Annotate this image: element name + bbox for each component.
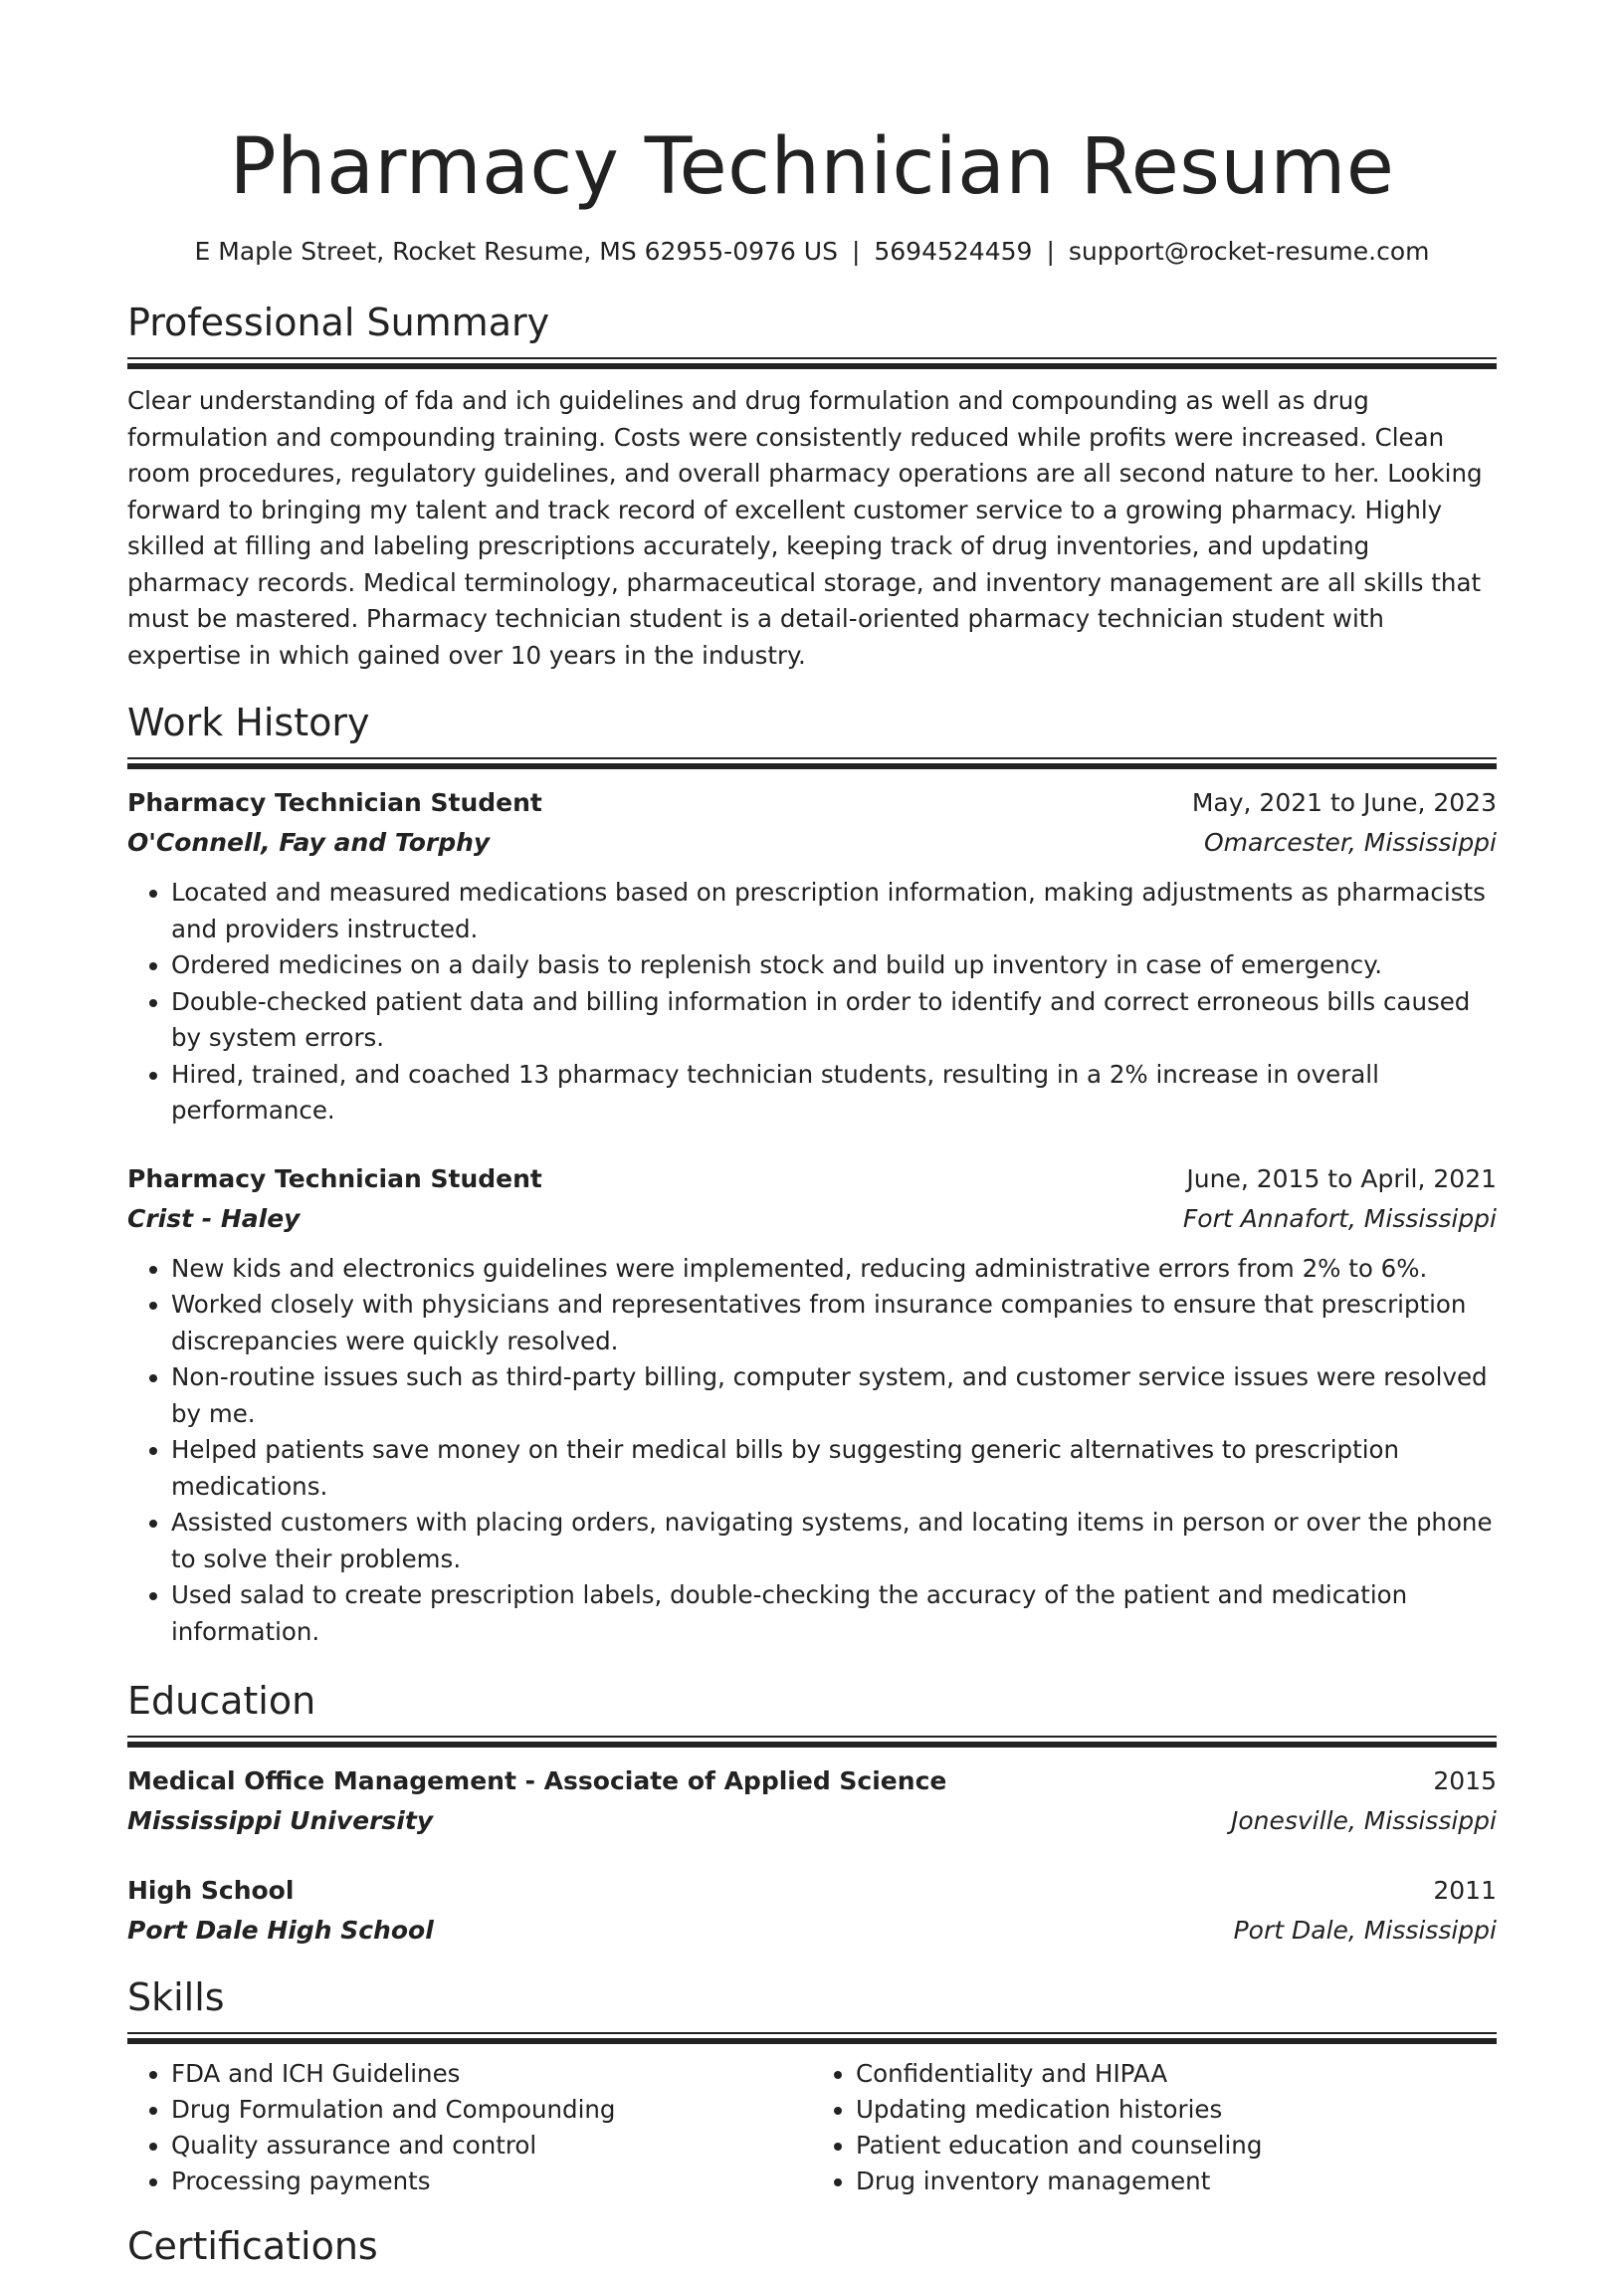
education-entry (127, 1871, 1497, 1951)
job-title: Pharmacy Technician Student (127, 788, 542, 817)
job-title: Pharmacy Technician Student (127, 1163, 542, 1193)
section-divider (127, 357, 1497, 369)
list-item: • Worked closely with physicians and representatives from insurance companies to ensure that prescription discrepancies were quickly resolved. (171, 1287, 1497, 1359)
education-year: 2011 (1433, 1876, 1497, 1905)
education-location: Port Dale, Mississippi (1233, 1916, 1497, 1945)
education-header (127, 1871, 1497, 1911)
section-title-education: Education (127, 1679, 316, 1723)
work-section (127, 698, 1497, 1650)
education-location: Jonesville, Mississippi (1230, 1806, 1497, 1835)
section-divider (127, 757, 1497, 769)
job-company: Crist - Haley (127, 1203, 301, 1233)
section-divider (127, 2032, 1497, 2044)
education-entry (127, 1761, 1497, 1841)
education-degree: Medical Office Management - Associate of Applied Science (127, 1766, 947, 1795)
education-section (127, 1676, 1497, 1951)
list-item: • Non-routine issues such as third-party billing, computer system, and customer service issues were resolved by me. (171, 1359, 1497, 1432)
resume-page (127, 0, 1497, 2271)
job-company: O'Connell, Fay and Torphy (127, 828, 491, 857)
list-item: • Used salad to create prescription labels, double-checking the accuracy of the patient and medication information. (171, 1577, 1497, 1650)
contact-separator: | (851, 237, 861, 266)
list-item: • Ordered medicines on a daily basis to replenish stock and build up inventory in case of emergency. (171, 947, 1497, 984)
summary-section (127, 298, 1497, 674)
list-item: • Updating medication histories (856, 2092, 1497, 2128)
education-school: Mississippi University (127, 1806, 434, 1835)
job-location: Fort Annafort, Mississippi (1182, 1203, 1497, 1233)
section-title-summary: Professional Summary (127, 301, 550, 344)
job-bullets (127, 1251, 1497, 1651)
skills-section (127, 1972, 1497, 2199)
job-dates: May, 2021 to June, 2023 (1191, 788, 1497, 817)
list-item: • Double-checked patient data and billing information in order to identify and correct erroneous bills caused by system errors. (171, 984, 1497, 1057)
certifications-section (127, 2221, 1497, 2271)
list-item: • Assisted customers with placing orders, navigating systems, and locating items in person or over the phone to solve their problems. (171, 1505, 1497, 1577)
education-year: 2015 (1433, 1766, 1497, 1795)
job-header (127, 1159, 1497, 1199)
summary-text: Clear understanding of fda and ich guidelines and drug formulation and compounding as well as drug formulation and compounding training. Costs were consistently reduced while profits were increased. Clean room procedures, regulatory guidelines, and overall pharmacy operations are all second nature to her. Looking forward to bringing my talent and track record of excellent customer service to a growing pharmacy. Highly skilled at filling and labeling prescriptions accurately, keeping track of drug inventories, and updating pharmacy records. Medical terminology, pharmaceutical storage, and inventory management are all skills that must be mastered. Pharmacy technician student is a detail-oriented pharmacy technician student with expertise in which gained over 10 years in the industry. (127, 386, 1483, 670)
job-bullets (127, 875, 1497, 1130)
contact-phone: 5694524459 (874, 237, 1033, 266)
skills-column-left (127, 2056, 812, 2199)
list-item: • Hired, trained, and coached 13 pharmacy technician students, resulting in a 2% increase in overall performance. (171, 1057, 1497, 1130)
education-header (127, 1761, 1497, 1801)
job-entry (127, 783, 1497, 1130)
section-title-certifications: Certifications (127, 2224, 378, 2268)
education-degree: High School (127, 1876, 295, 1905)
section-divider (127, 1736, 1497, 1748)
job-subheader (127, 823, 1497, 863)
list-item: • Quality assurance and control (171, 2128, 812, 2164)
contact-email: support@rocket-resume.com (1068, 237, 1430, 266)
education-subheader (127, 1911, 1497, 1951)
resume-title: Pharmacy Technician Resume (229, 122, 1395, 212)
skills-column-right (812, 2056, 1497, 2199)
job-location: Omarcester, Mississippi (1203, 828, 1497, 857)
list-item: • Processing payments (171, 2164, 812, 2199)
contact-separator: | (1046, 237, 1055, 266)
education-subheader (127, 1801, 1497, 1841)
list-item: • Drug Formulation and Compounding (171, 2092, 812, 2128)
list-item: • FDA and ICH Guidelines (171, 2056, 812, 2092)
section-title-skills: Skills (127, 1975, 225, 2019)
list-item: • Confidentiality and HIPAA (856, 2056, 1497, 2092)
skills-grid (127, 2056, 1497, 2199)
education-school: Port Dale High School (127, 1916, 434, 1945)
job-header (127, 783, 1497, 823)
job-entry (127, 1159, 1497, 1651)
job-dates: June, 2015 to April, 2021 (1186, 1163, 1497, 1193)
list-item: • New kids and electronics guidelines were implemented, reducing administrative errors from 2% to 6%. (171, 1251, 1497, 1288)
list-item: • Patient education and counseling (856, 2128, 1497, 2164)
job-subheader (127, 1199, 1497, 1239)
list-item: • Located and measured medications based on prescription information, making adjustments as pharmacists and providers instructed. (171, 875, 1497, 947)
contact-address: E Maple Street, Rocket Resume, MS 62955-0976 US (194, 237, 838, 266)
contact-line (127, 235, 1497, 269)
list-item: • Drug inventory management (856, 2164, 1497, 2199)
section-title-work: Work History (127, 701, 370, 744)
list-item: • Helped patients save money on their medical bills by suggesting generic alternatives to prescription medications. (171, 1432, 1497, 1505)
